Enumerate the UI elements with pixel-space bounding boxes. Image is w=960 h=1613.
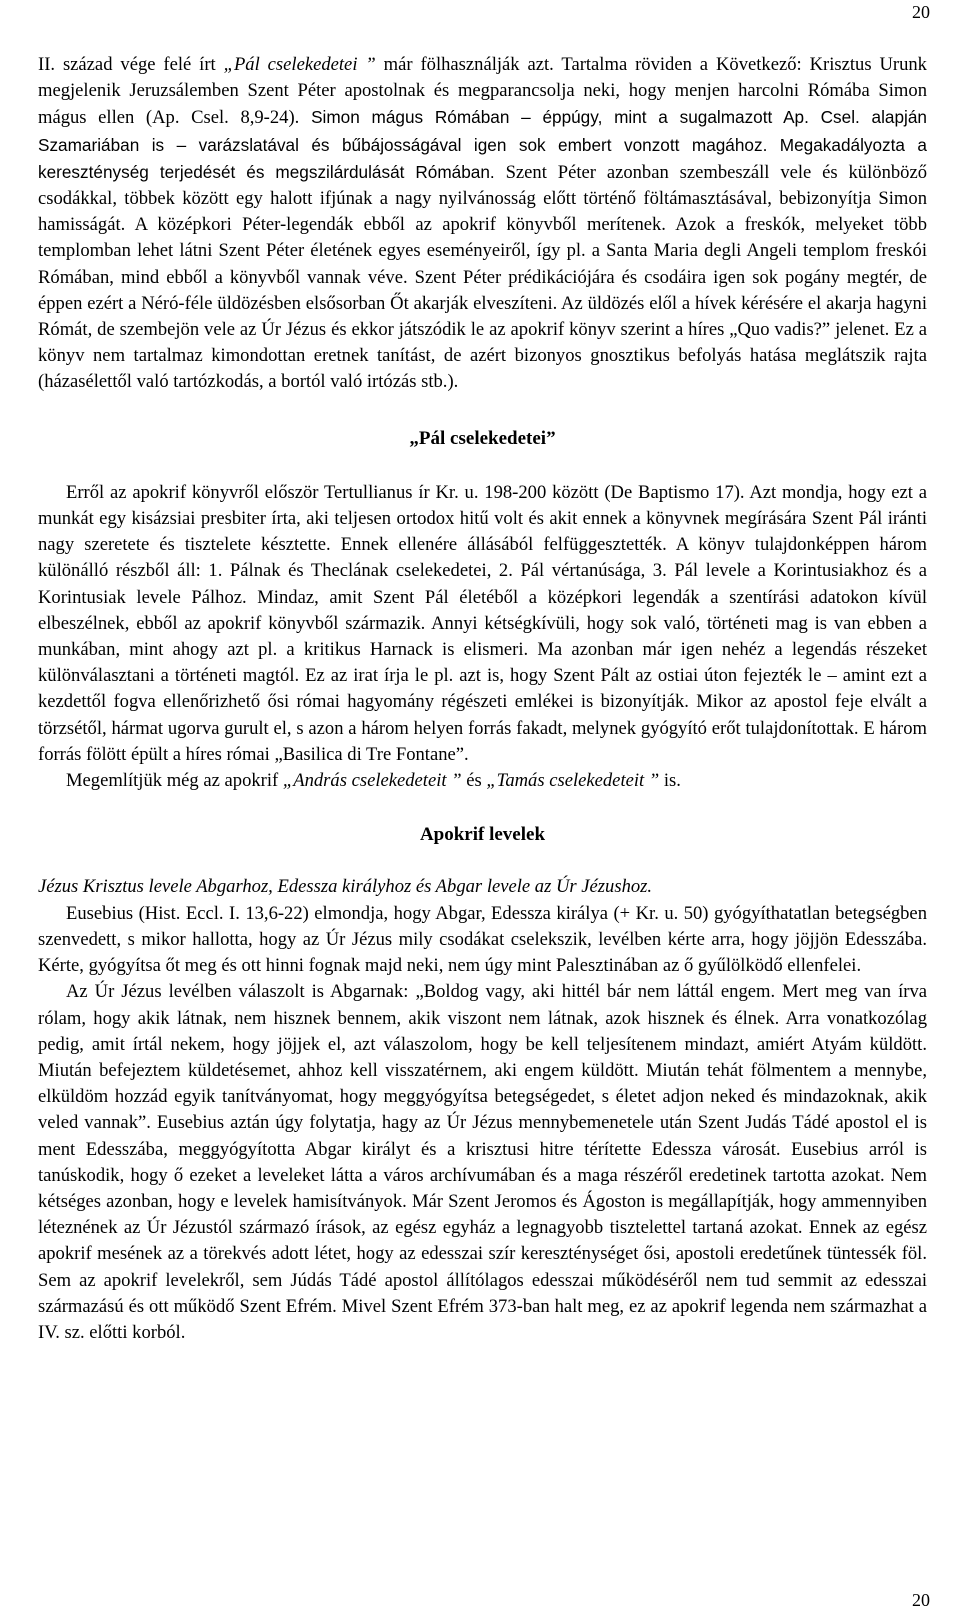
section-subtitle-abgar: Jézus Krisztus levele Abgarhoz, Edessza királyhoz és Abgar levele az Úr Jézushoz. xyxy=(38,876,653,898)
page-number-bottom: 20 xyxy=(912,1590,930,1610)
mention-text-b: és xyxy=(461,770,487,792)
book-title-tamas: „Tamás cselekedeteit ” xyxy=(486,770,660,792)
book-title-pal: „Pál cselekedetei ” xyxy=(223,54,376,75)
paragraph-intro-text-a: II. század vége felé írt xyxy=(38,54,224,75)
paragraph-reply: Az Úr Jézus levélben válaszolt is Abgarnak: „Boldog vagy, aki hittél bár nem láttál engem. Mert meg van írva rólam, hogy akik látnak, nem hisznek bennem, akik viszont nem látnak, azok hisznek és élnek. Arra vonatkozólag pedig, amit írtál nekem, hogy jöjjek el, azt válaszolom, hogy be kell teljesítenem mindazt, amiért Atyám küldött. Miután befejeztem küldetésemet, ahhoz kell visszatérnem, aki engem küldött. Miután tehát fölmentem a mennybe, elküldöm hozzád egyik tanítványomat, hogy meggyógyítsa betegségedet, s életet adjon neked és mindazoknak, akik veled vannak”. Eusebius aztán úgy folytatja, hagy az Úr Jézus mennybemenetele után Szent Judás Tádé apostol el is ment Edesszába, meggyógyította Abgar királyt és a krisztusi hitre térítette Edessza városát. Eusebius arról is tanúskodik, hogy ő ezeket a leveleket látta a város archívumában és a maga részéről eredetinek tartotta azokat. Nem kétséges azonban, hogy e levelek hamisítványok. Már Szent Jeromos és Ágoston is megállapítják, hogy ammennyiben léteznének az Úr Jézustól származó írások, az egész egyház a legnagyobb tisztelettel tartaná azokat. Ennek az egész apokrif mesének az a törekvés adott létet, hogy az edesszai szír kereszténységet ősi, apostoli eredetűnek tüntessék föl. Sem az apokrif levelekről, sem Júdás Tádé apostol állítólagos edesszai működéséről nem tud semmit az edesszai származású és ott működő Szent Efrém. Mivel Szent Efrém 373-ban halt meg, ez az apokrif legenda nem származhat a IV. sz. előtti korból. xyxy=(38,981,927,1343)
paragraph-intro-text-e: Azok a freskók, melyeket több templomban lehet látni Szent Péter életének egyes eseményeiről, így pl. a Santa Maria degli Angeli templom freskói Rómában, mind ebből a könyvből vannak véve. xyxy=(38,214,927,288)
paragraph-intro-text-f: Szent Péter prédikációjára és csodáira igen sok pogány megtér, de éppen ezért a Néró-féle üldözésben elsősorban Őt akarják elveszíteni. Az üldözés elől a hívek kérésére el akarja hagyni Rómát, de szembejön vele az Úr Jézus és ekkor játszódik le az apokrif könyv szerint a híres „Quo vadis?” jelenet. Ez a könyv nem tartalmaz kimondottan eretnek tanítást, de azért bizonyos gnosztikus befolyás hatása meglátszik rajta (házasélettől való tartózkodás, a bortól való irtózás stb.). xyxy=(38,266,927,393)
mention-text-a: Megemlítjük még az apokrif xyxy=(66,770,283,792)
paragraph-intro-text-b: már fölhasználják azt. Tartalma röviden a Következő: Krisztus Urunk megjelenik Jeruzsálemben Szent Péter apostolnak és megparancsolja neki, hogy menjen harcolni Rómába Simon mágus ellen (Ap. Csel. 8,9-24). xyxy=(38,54,927,129)
document-body xyxy=(38,52,927,1346)
paragraph-pal: Erről az apokrif könyvről először Tertullianus ír Kr. u. 198-200 között (De Baptismo 17). Azt mondja, hogy ezt a munkát egy kisázsiai presbiter írta, aki teljesen ortodox hitű volt és akit ennek a könyvnek megírására Szent Pál iránti nagy szeretete és tisztelete késztette. Ennek ellenére állásából felfüggesztették. A könyv tulajdonképpen három különálló részből áll: 1. Pálnak és Theclának cselekedetei, 2. Pál vértanúsága, 3. Pál levele a Korintusiakhoz és a Korintusiak levele Pálhoz. Mindaz, amit Szent Pál életéből a középkori legendák a szentírási adatokon kívül elbeszélnek, ebből az apokrif könyvből származik. Annyi kétségkívüli, hogy sok való, történeti mag is van ebben a munkában, mint ahogy azt pl. a kritikus Harnack is elismeri. Ma azonban már igen nehéz a legendás részeket különválasztani a történeti magtól. Ez az irat írja le pl. azt is, hogy Szent Pált az ostiai úton fejezték le – amint ezt a kezdettől fogva ellenőrizhető ősi római hagyomány régészeti emlékei is bizonyítják. Mikor az apostol feje elvált a törzsétől, hármat ugorva gurult el, s azon a három helyen forrás fakadt, melynek gyógyító erőt tulajdonítottak. E három forrás fölött épült a híres római „Basilica di Tre Fontane”. xyxy=(38,481,927,765)
paragraph-apocrypha-mention xyxy=(38,768,927,794)
section-heading-pal: „Pál cselekedetei” xyxy=(409,427,556,449)
section-heading-letters: Apokrif levelek xyxy=(419,824,546,846)
paragraph-intro xyxy=(38,52,927,396)
paragraph-intro-text-c: Simon mágus Rómában – éppúgy, mint a sugalmazott Ap. Csel. alapján Szamariában is – varázslatával és bűbájosságával igen sok embert vonzott magához. Megakadályozta a kereszténység terjedését és megszilárdulását Rómában. xyxy=(38,107,927,182)
page-number-top: 20 xyxy=(912,2,930,22)
mention-text-c: is. xyxy=(659,770,681,792)
book-title-andras: „András cselekedeteit ” xyxy=(282,770,462,792)
paragraph-eusebius: Eusebius (Hist. Eccl. I. 13,6-22) elmondja, hogy Abgar, Edessza királya (+ Kr. u. 50) gyógyíthatatlan betegségben szenvedett, s mikor hallotta, hogy az Úr Jézus mily csodákat cselekszik, levélben kérte arra, hogy jöjjön Edesszába. Kérte, gyógyítsa őt meg és ott hinni fognak majd neki, nem úgy mint Palesztinában az ő gyűlölködő ellenfelei. xyxy=(38,902,927,977)
paragraph-intro-text-d: Szent Péter azonban szembeszáll vele és különböző csodákkal, többek között egy halott ifjúnak a nagy nyilvánosság előtt történő föltámasztásával, bebizonyítja Simon hamisságát. A középkori Péter-legendák ebből az apokrif könyvből merítenek. xyxy=(38,161,928,236)
